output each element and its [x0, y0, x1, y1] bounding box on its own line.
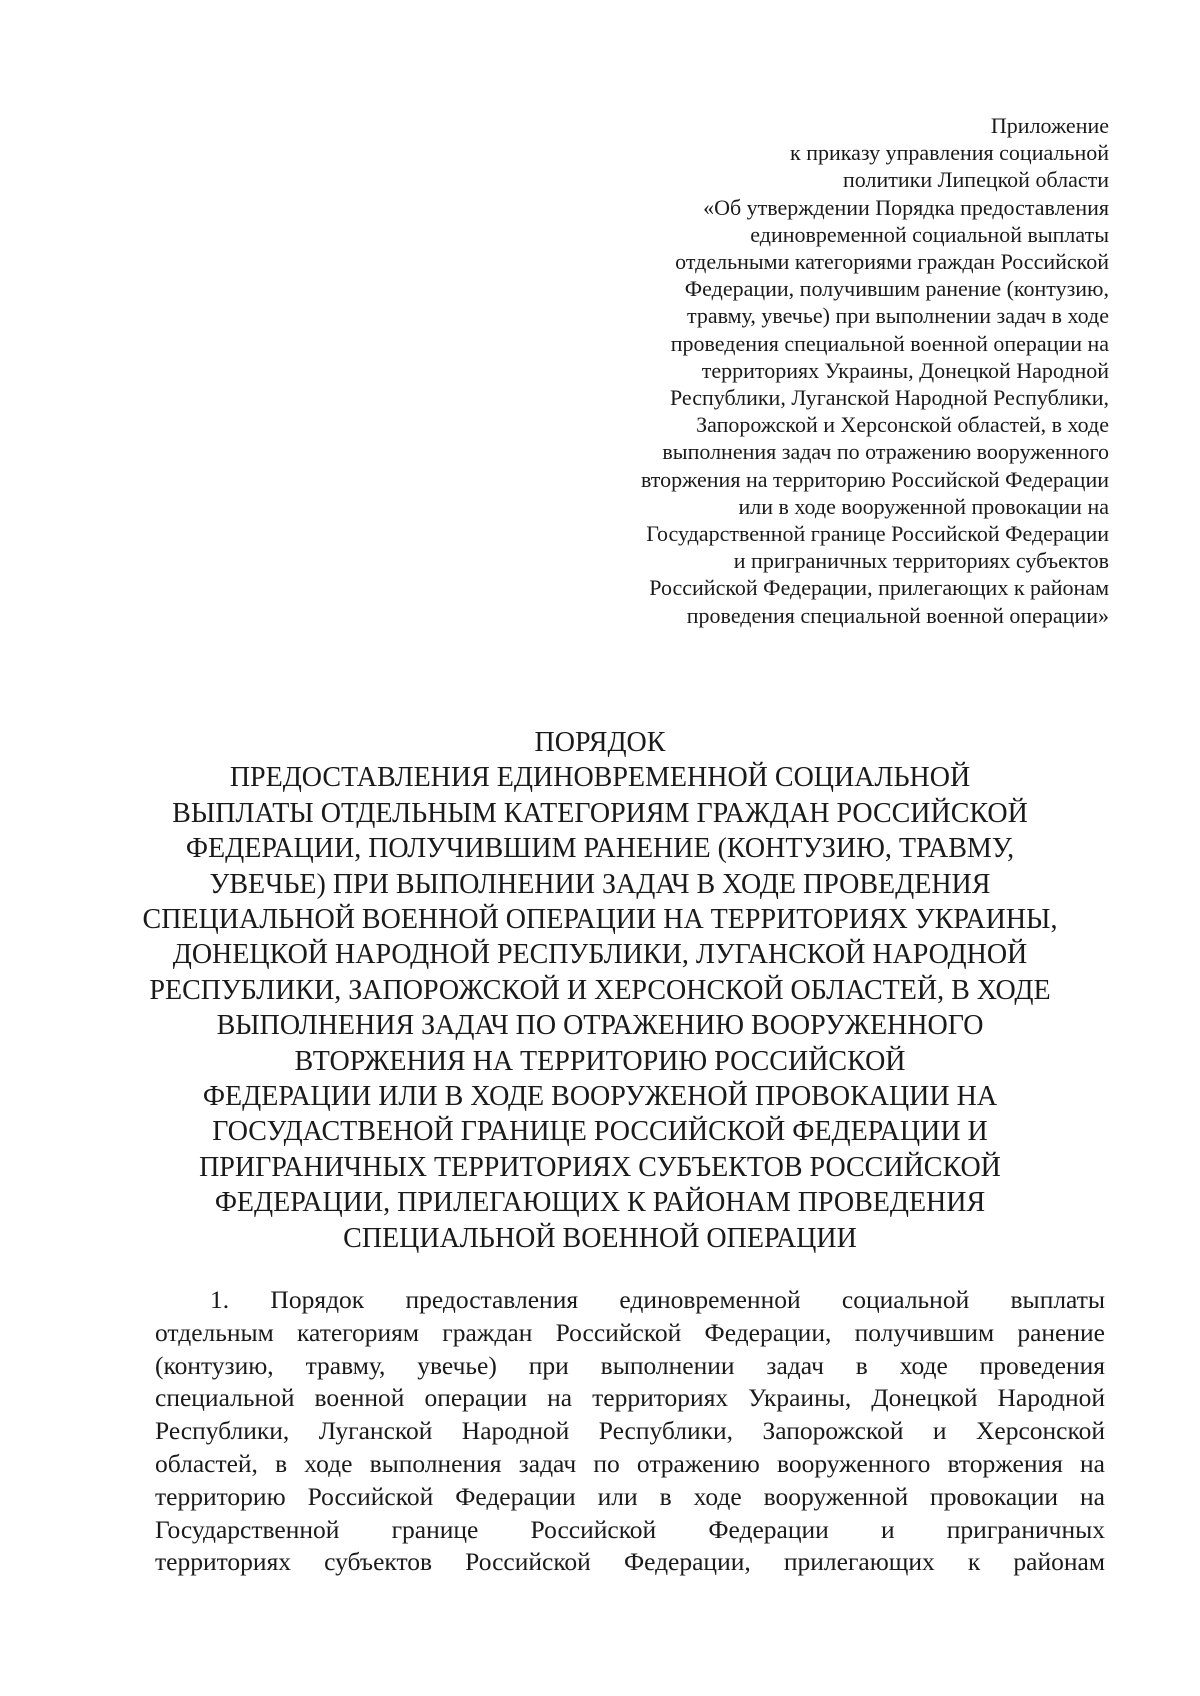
title-line: ВЫПОЛНЕНИЯ ЗАДАЧ ПО ОТРАЖЕНИЮ ВООРУЖЕННОГО [216, 1010, 984, 1042]
annex-line: или в ходе вооруженной провокации на [738, 493, 1109, 519]
annex-line: и приграничных территориях субъектов [733, 548, 1109, 574]
paragraph-line: 1. Порядок предоставления единовременной социальной выплаты [210, 1285, 1105, 1314]
title-line: ФЕДЕРАЦИИ, ПОЛУЧИВШИМ РАНЕНИЕ (КОНТУЗИЮ, ТРАВМУ, [185, 833, 1015, 865]
paragraph-line: (контузию, травму, увечье) при выполнении задач в ходе проведения [155, 1350, 1105, 1380]
annex-line: единовременной социальной выплаты [750, 221, 1109, 247]
annex-line: Государственной границе Российской Федерации [646, 521, 1109, 547]
paragraph-line: территорию Российской Федерации или в ходе вооруженной провокации на [155, 1481, 1105, 1511]
annex-line: травму, увечье) при выполнении задач в ходе [686, 303, 1109, 329]
title-line: УВЕЧЬЕ) ПРИ ВЫПОЛНЕНИИ ЗАДАЧ В ХОДЕ ПРОВЕДЕНИЯ [209, 868, 991, 900]
paragraph-line: отдельным категориям граждан Российской Федерации, получившим ранение [155, 1317, 1105, 1347]
annex-line: к приказу управления социальной [790, 140, 1109, 166]
title-line: СПЕЦИАЛЬНОЙ ВОЕННОЙ ОПЕРАЦИИ [343, 1222, 857, 1254]
annex-line: «Об утверждении Порядка предоставления [703, 194, 1109, 220]
title-line: ВЫПЛАТЫ ОТДЕЛЬНЫМ КАТЕГОРИЯМ ГРАЖДАН РОССИЙСКОЙ [172, 797, 1028, 829]
paragraph-line: специальной военной операции на территориях Украины, Донецкой Народной [155, 1383, 1105, 1413]
title-line: ПРЕДОСТАВЛЕНИЯ ЕДИНОВРЕМЕННОЙ СОЦИАЛЬНОЙ [229, 762, 971, 794]
paragraph-line: территориях субъектов Российской Федерации, прилегающих к районам [155, 1547, 1105, 1577]
annex-line: Приложение [990, 113, 1109, 138]
annex-line: проведения специальной военной операции» [686, 602, 1109, 628]
annex-line: Запорожской и Херсонской областей, в ходе [696, 412, 1109, 438]
annex-line: проведения специальной военной операции на [670, 330, 1109, 356]
annex-line: Республики, Луганской Народной Республики, [669, 385, 1109, 411]
annex-line: Российской Федерации, прилегающих к районам [649, 575, 1109, 601]
paragraph-line: Республики, Луганской Народной Республики, Запорожской и Херсонской [155, 1416, 1105, 1446]
annex-header [549, 112, 1109, 629]
title-line: ФЕДЕРАЦИИ ИЛИ В ХОДЕ ВООРУЖЕНОЙ ПРОВОКАЦИИ НА [202, 1081, 998, 1113]
annex-line: выполнения задач по отражению вооруженного [662, 439, 1109, 465]
paragraph-line: областей, в ходе выполнения задач по отражению вооруженного вторжения на [155, 1448, 1105, 1478]
title-line: ПОРЯДОК [534, 727, 666, 758]
annex-line: территориях Украины, Донецкой Народной [701, 357, 1109, 383]
title-line: РЕСПУБЛИКИ, ЗАПОРОЖСКОЙ И ХЕРСОНСКОЙ ОБЛАСТЕЙ, В ХОДЕ [149, 974, 1051, 1006]
annex-line: отдельными категориями граждан Российской [675, 249, 1109, 275]
title-line: ПРИГРАНИЧНЫХ ТЕРРИТОРИЯХ СУБЪЕКТОВ РОССИЙСКОЙ [199, 1151, 1001, 1183]
annex-line: Федерации, получившим ранение (контузию, [684, 276, 1109, 302]
paragraph-1 [155, 1284, 1105, 1579]
annex-line: вторжения на территорию Российской Федерации [640, 466, 1109, 492]
paragraph-line: Государственной границе Российской Федерации и приграничных [155, 1514, 1105, 1544]
document-title [120, 725, 1080, 1256]
annex-line: политики Липецкой области [843, 167, 1109, 193]
title-line: ВТОРЖЕНИЯ НА ТЕРРИТОРИЮ РОССИЙСКОЙ [294, 1045, 906, 1077]
title-line: ФЕДЕРАЦИИ, ПРИЛЕГАЮЩИХ К РАЙОНАМ ПРОВЕДЕНИЯ [214, 1187, 986, 1219]
title-line: ГОСУДАСТВЕНОЙ ГРАНИЦЕ РОССИЙСКОЙ ФЕДЕРАЦИИ И [212, 1116, 988, 1148]
title-line: СПЕЦИАЛЬНОЙ ВОЕННОЙ ОПЕРАЦИИ НА ТЕРРИТОРИЯХ УКРАИНЫ, [142, 904, 1058, 936]
title-line: ДОНЕЦКОЙ НАРОДНОЙ РЕСПУБЛИКИ, ЛУГАНСКОЙ НАРОДНОЙ [172, 939, 1028, 971]
